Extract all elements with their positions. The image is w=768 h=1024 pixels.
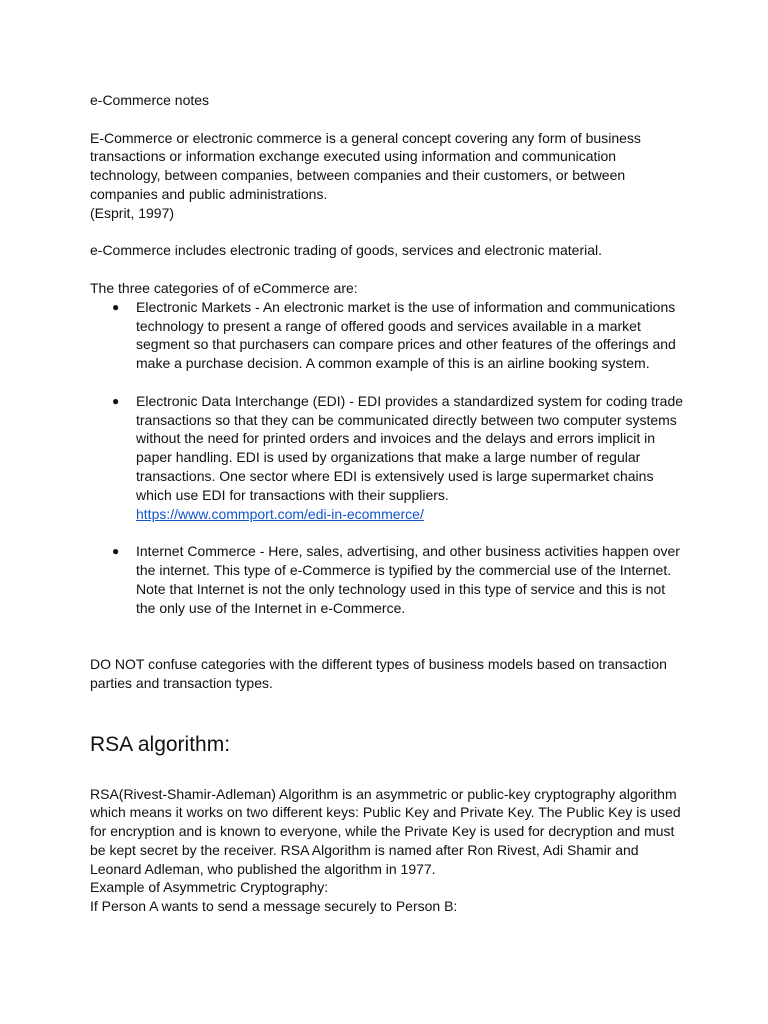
warning-paragraph: DO NOT confuse categories with the different types of business models based on transaction parties and transaction types. (90, 655, 667, 691)
doc-title: e-Commerce notes (90, 92, 210, 108)
list-item-text: Internet Commerce - Here, sales, advertising, and other business activities happen over the internet. This type of e-Commerce is typified by the commercial use of the Internet. Note that Internet is not the only technology used in this type of service and this is not the only use of the Internet in e-Commerce. (136, 543, 680, 616)
rsa-paragraph: RSA(Rivest-Shamir-Adleman) Algorithm is an asymmetric or public-key cryptography algorithm which means it works on two different keys: Public Key and Private Key. The Public Key is used for encryption and is known to everyone, while the Private Key is used for decryption and must be kept secret by the receiver. RSA Algorithm is named after Ron Rivest, Adi Shamir and Leonard Adleman, who published the algorithm in 1977. (90, 785, 681, 877)
definition-paragraph: E-Commerce or electronic commerce is a general concept covering any form of business transactions or information exchange executed using information and communication technology, between companies, between companies and their customers, or between companies and public administrations. (90, 129, 641, 202)
categories-list (90, 298, 690, 618)
includes-paragraph: e-Commerce includes electronic trading of goods, services and electronic material. (90, 242, 603, 259)
list-item-text: Electronic Data Interchange (EDI) - EDI provides a standardized system for coding trade transactions so that they can be communicated directly between two computer systems without the need for printed orders and invoices and the delays and errors implicit in paper handling. EDI is used by organizations that make a large number of regular transactions. One sector where EDI is extensively used is large supermarket chains which use EDI for transactions with their suppliers. (136, 392, 684, 503)
categories-intro: The three categories of of eCommerce are: (90, 279, 358, 296)
example-line: If Person A wants to send a message securely to Person B: (90, 898, 458, 915)
citation: (Esprit, 1997) (90, 204, 175, 221)
document-page (90, 91, 690, 916)
rsa-heading: RSA algorithm: (90, 732, 231, 756)
edi-reference-link[interactable]: https://www.commport.com/edi-in-ecommerce/ (136, 505, 424, 522)
list-item-edi (90, 392, 690, 524)
bullet-icon: ● (112, 299, 120, 314)
example-heading: Example of Asymmetric Cryptography: (90, 879, 329, 896)
list-item-internet-commerce (90, 542, 690, 617)
bullet-icon: ● (112, 544, 120, 559)
bullet-icon: ● (112, 393, 120, 408)
list-item-electronic-markets (90, 298, 690, 373)
list-item-text: Electronic Markets - An electronic market is the use of information and communications technology to present a range of offered goods and services available in a market segment so that purchasers can compare prices and other features of the offerings and make a purchase decision. A common example of this is an airline booking system. (136, 298, 676, 372)
